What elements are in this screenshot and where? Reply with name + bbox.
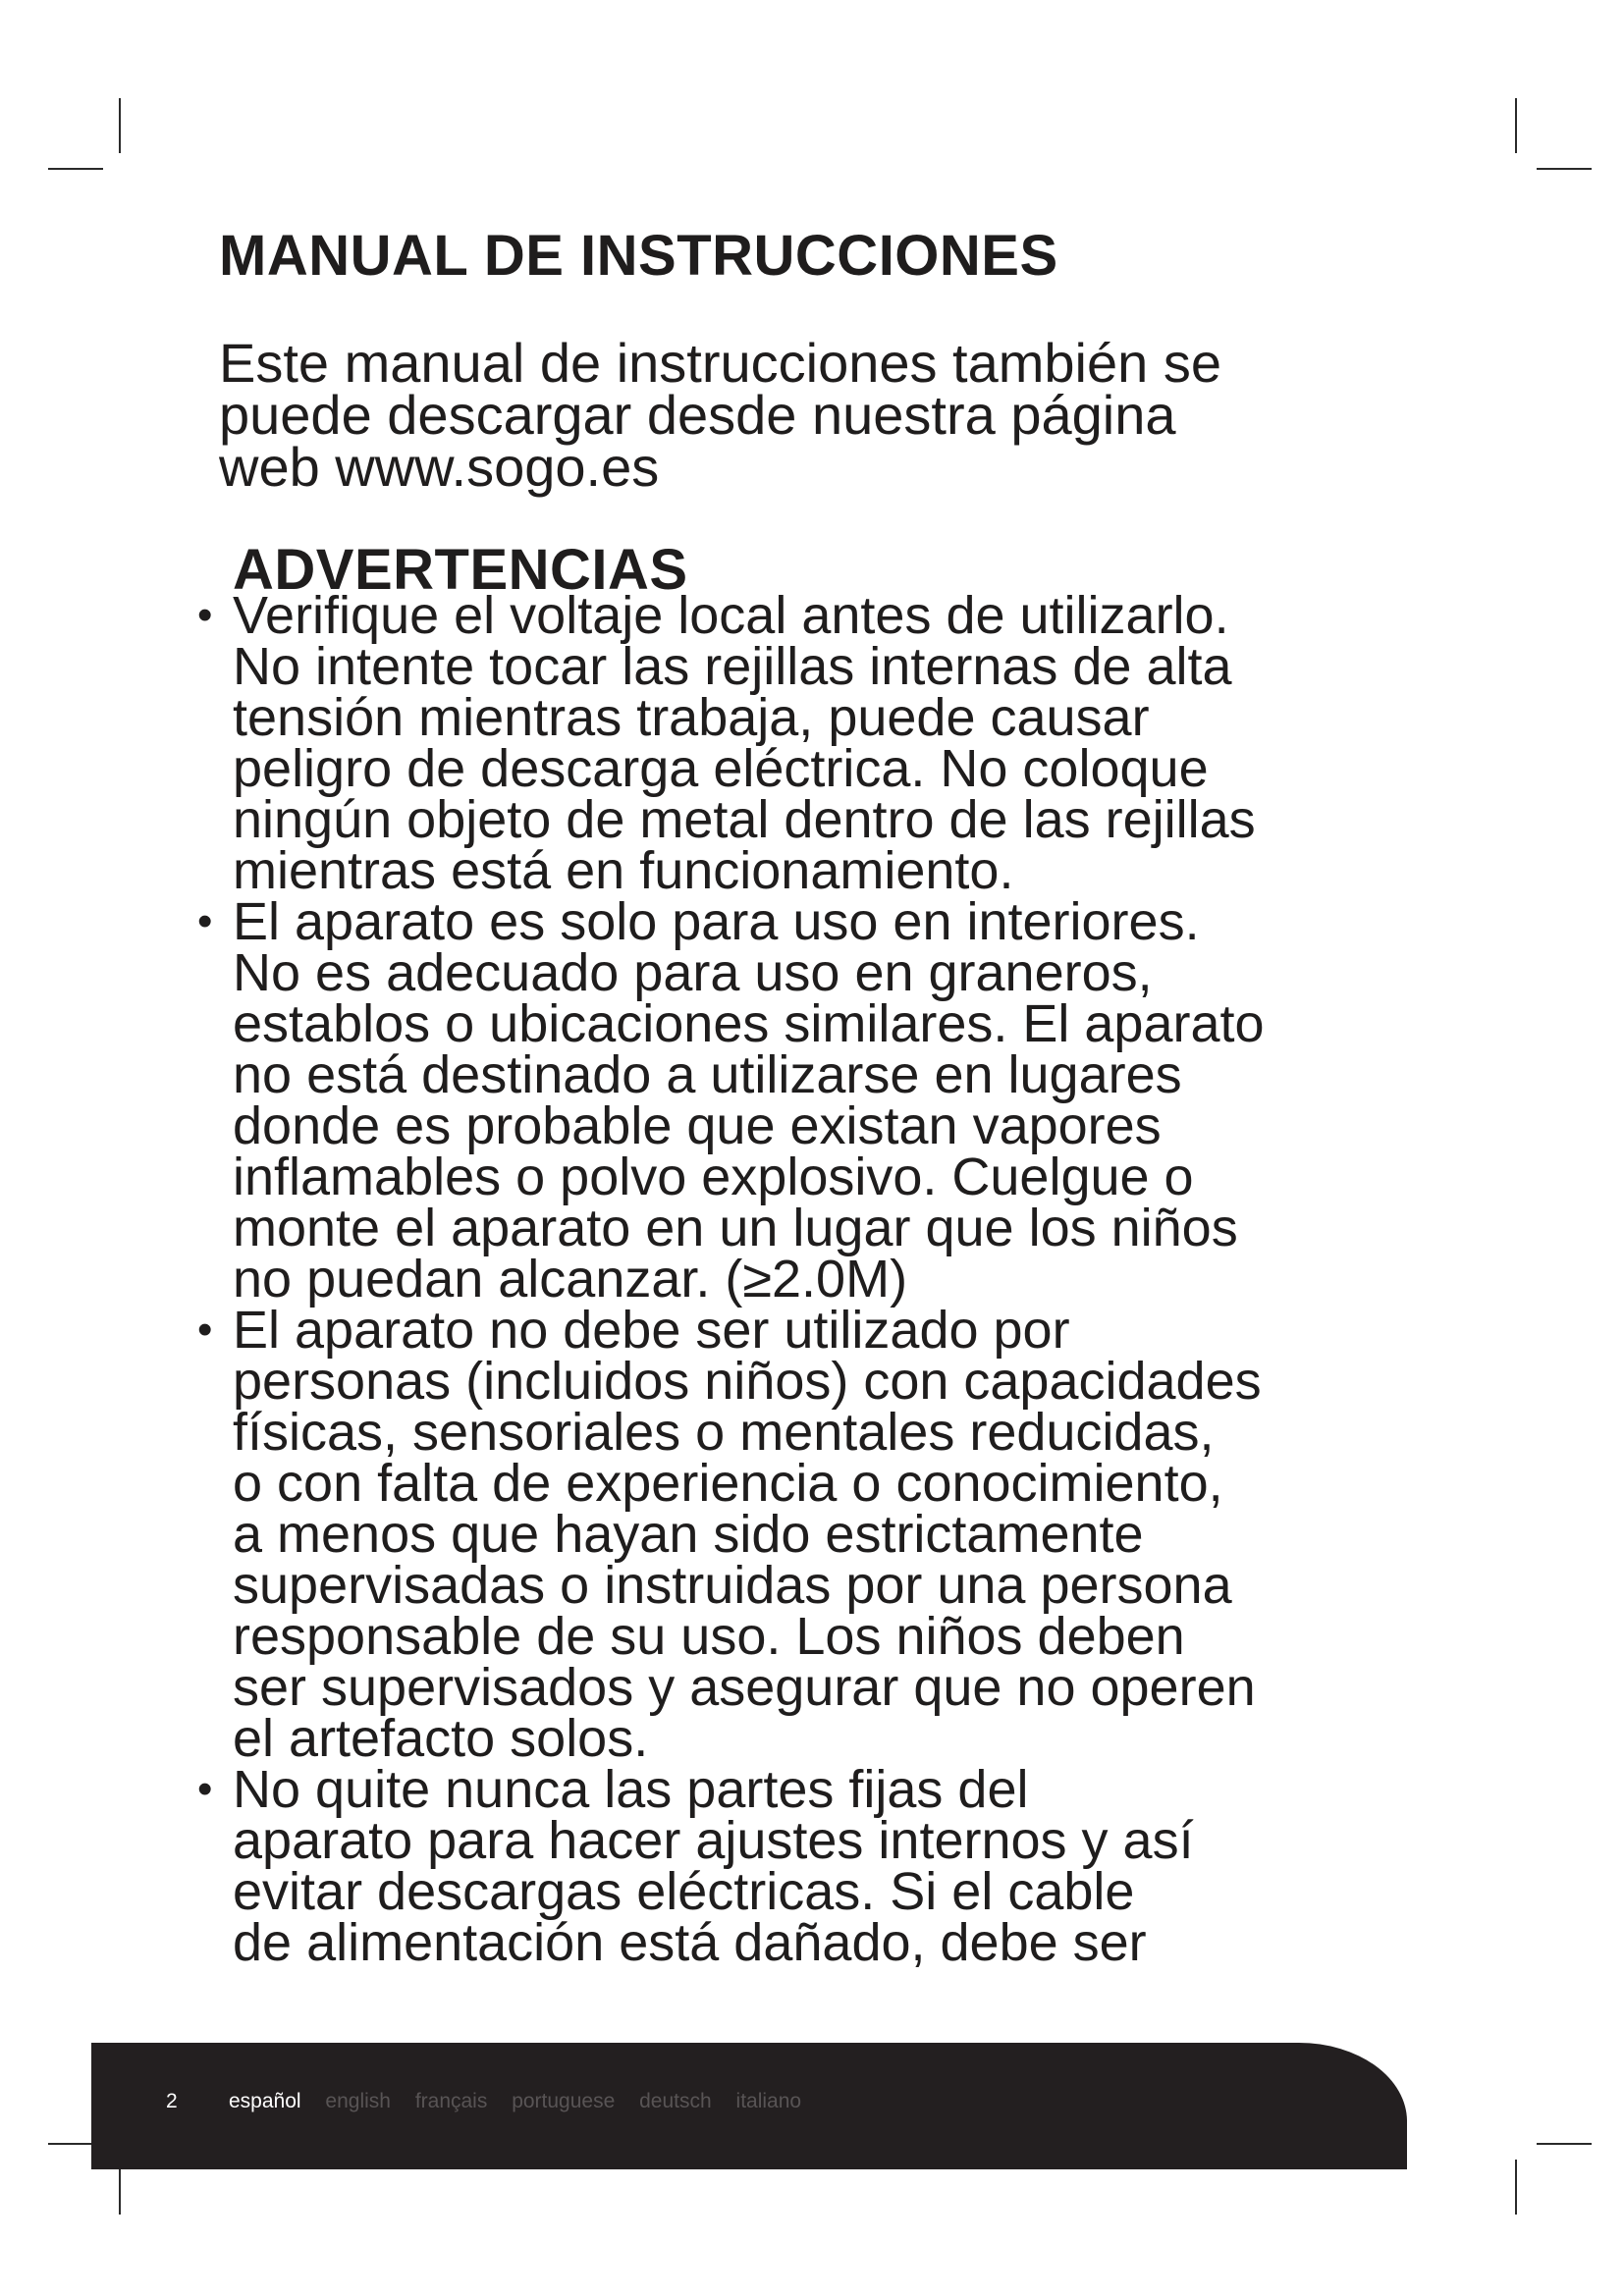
language-tab-deutsch[interactable]: deutsch <box>639 2090 712 2112</box>
warning-line: responsable de su uso. Los niños deben <box>233 1607 1185 1666</box>
intro-line: puede descargar desde nuestra página <box>219 384 1176 446</box>
page-number: 2 <box>166 2090 178 2112</box>
page-title: MANUAL DE INSTRUCCIONES <box>219 224 1058 288</box>
bullet-icon: • <box>197 897 213 945</box>
bullet-icon: • <box>197 1765 213 1813</box>
warning-item <box>197 1301 1391 1768</box>
warning-line: tensión mientras trabaja, puede causar <box>233 688 1150 747</box>
intro-line: Este manual de instrucciones también se <box>219 332 1221 394</box>
warning-line: supervisadas o instruidas por una persona <box>233 1556 1232 1615</box>
warning-line: El aparato no debe ser utilizado por <box>233 1301 1070 1360</box>
warning-item <box>197 892 1391 1308</box>
warning-line: o con falta de experiencia o conocimiento, <box>233 1454 1223 1513</box>
language-tab-portuguese[interactable]: portuguese <box>512 2090 616 2112</box>
warning-line: No intente tocar las rejillas internas de alta <box>233 637 1232 696</box>
language-tab-francais[interactable]: français <box>414 2090 488 2112</box>
footer-bar <box>91 2043 1407 2169</box>
section-title-warnings: ADVERTENCIAS <box>233 538 688 602</box>
crop-mark-bottom-right-vertical <box>1515 2160 1517 2215</box>
language-tab-espanol[interactable]: español <box>229 2090 301 2112</box>
warning-line: inflamables o polvo explosivo. Cuelgue o <box>233 1148 1194 1206</box>
language-selector <box>229 2090 820 2113</box>
crop-mark-bottom-right-horizontal <box>1537 2143 1592 2145</box>
warning-line: de alimentación está dañado, debe ser <box>233 1913 1147 1972</box>
warning-line: a menos que hayan sido estrictamente <box>233 1505 1144 1564</box>
warning-line: Verifique el voltaje local antes de utilizarlo. <box>233 586 1229 645</box>
warning-line: peligro de descarga eléctrica. No coloque <box>233 739 1209 798</box>
warning-line: el artefacto solos. <box>233 1709 649 1768</box>
warnings-list <box>197 586 1391 1972</box>
intro-paragraph <box>219 332 1348 498</box>
intro-line: web www.sogo.es <box>219 436 660 498</box>
warning-line: aparato para hacer ajustes internos y así <box>233 1811 1194 1870</box>
warning-line: El aparato es solo para uso en interiores. <box>233 892 1200 951</box>
warning-line: evitar descargas eléctricas. Si el cable <box>233 1862 1135 1921</box>
crop-mark-top-right-vertical <box>1515 98 1517 153</box>
warning-line: monte el aparato en un lugar que los niños <box>233 1199 1238 1257</box>
crop-mark-top-left-horizontal <box>48 168 103 170</box>
bullet-icon: • <box>197 1306 213 1354</box>
warning-line: físicas, sensoriales o mentales reducidas, <box>233 1403 1215 1462</box>
warning-line: ningún objeto de metal dentro de las rejillas <box>233 790 1256 849</box>
warning-line: No quite nunca las partes fijas del <box>233 1760 1029 1819</box>
crop-mark-top-left-vertical <box>119 98 121 153</box>
warning-item <box>197 586 1391 900</box>
warning-line: no puedan alcanzar. (≥2.0M) <box>233 1250 908 1308</box>
language-tab-italiano[interactable]: italiano <box>735 2090 802 2112</box>
warning-line: no está destinado a utilizarse en lugares <box>233 1045 1182 1104</box>
warning-line: ser supervisados y asegurar que no operen <box>233 1658 1256 1717</box>
warning-line: personas (incluidos niños) con capacidades <box>233 1352 1262 1411</box>
warning-line: establos o ubicaciones similares. El aparato <box>233 994 1265 1053</box>
crop-mark-top-right-horizontal <box>1537 168 1592 170</box>
language-tab-english[interactable]: english <box>325 2090 391 2112</box>
warning-line: donde es probable que existan vapores <box>233 1096 1162 1155</box>
warning-line: mientras está en funcionamiento. <box>233 841 1014 900</box>
warning-line: No es adecuado para uso en graneros, <box>233 943 1153 1002</box>
warning-item <box>197 1760 1391 1972</box>
bullet-icon: • <box>197 591 213 639</box>
